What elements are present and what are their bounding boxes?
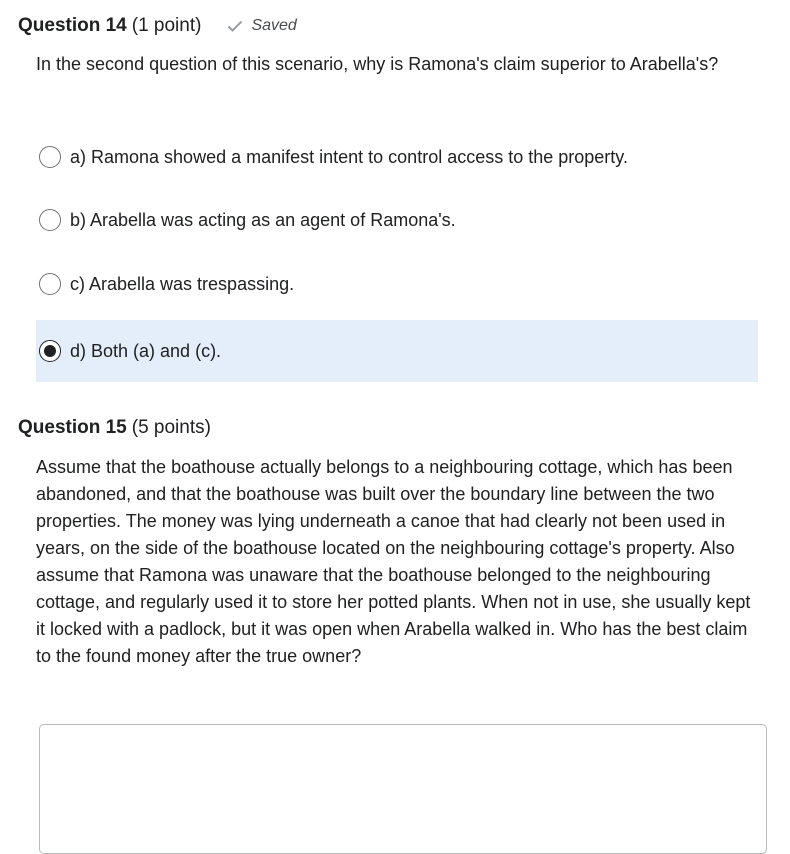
option-c-label[interactable]: c) Arabella was trespassing. xyxy=(70,273,295,294)
question-14-header xyxy=(18,12,297,40)
option-a-label[interactable]: a) Ramona showed a manifest intent to control access to the property. xyxy=(70,146,628,167)
question-14-prompt: In the second question of this scenario, why is Ramona's claim superior to Arabella's? xyxy=(36,54,719,74)
saved-label: Saved xyxy=(251,17,297,34)
option-b-label[interactable]: b) Arabella was acting as an agent of Ramona's. xyxy=(70,209,456,230)
radio-button-a[interactable] xyxy=(39,146,61,168)
radio-button-c[interactable] xyxy=(39,273,61,295)
question-15-prompt: Assume that the boathouse actually belongs to a neighbouring cottage, which has been abandoned, and that the boathouse was built over the boundary line between the two properties. The money was lying underneath a canoe that had clearly not been used in years, on the side of the boathouse located on the neighbouring cottage's property. Also assume that Ramona was unaware that the boathouse belonged to the neighbouring cottage, and regularly used it to store her potted plants. When not in use, she usually kept it locked with a padlock, but it was open when Arabella walked in. Who has the best claim to the found money after the true owner? xyxy=(36,457,751,666)
question-14-number: Question 14 xyxy=(18,15,127,36)
option-b[interactable] xyxy=(36,189,758,251)
radio-button-d[interactable] xyxy=(39,340,61,362)
question-15-number: Question 15 xyxy=(18,417,127,438)
radio-button-b[interactable] xyxy=(39,209,61,231)
option-c[interactable] xyxy=(36,253,758,315)
option-d-label[interactable]: d) Both (a) and (c). xyxy=(70,340,222,361)
question-15-points: (5 points) xyxy=(131,417,211,438)
question-15-header xyxy=(18,414,211,442)
checkmark-icon xyxy=(227,20,243,32)
radio-dot-icon xyxy=(44,345,56,357)
option-a[interactable] xyxy=(36,126,758,188)
saved-status xyxy=(227,17,296,35)
question-14-points: (1 point) xyxy=(131,15,202,36)
option-d[interactable] xyxy=(36,320,758,382)
